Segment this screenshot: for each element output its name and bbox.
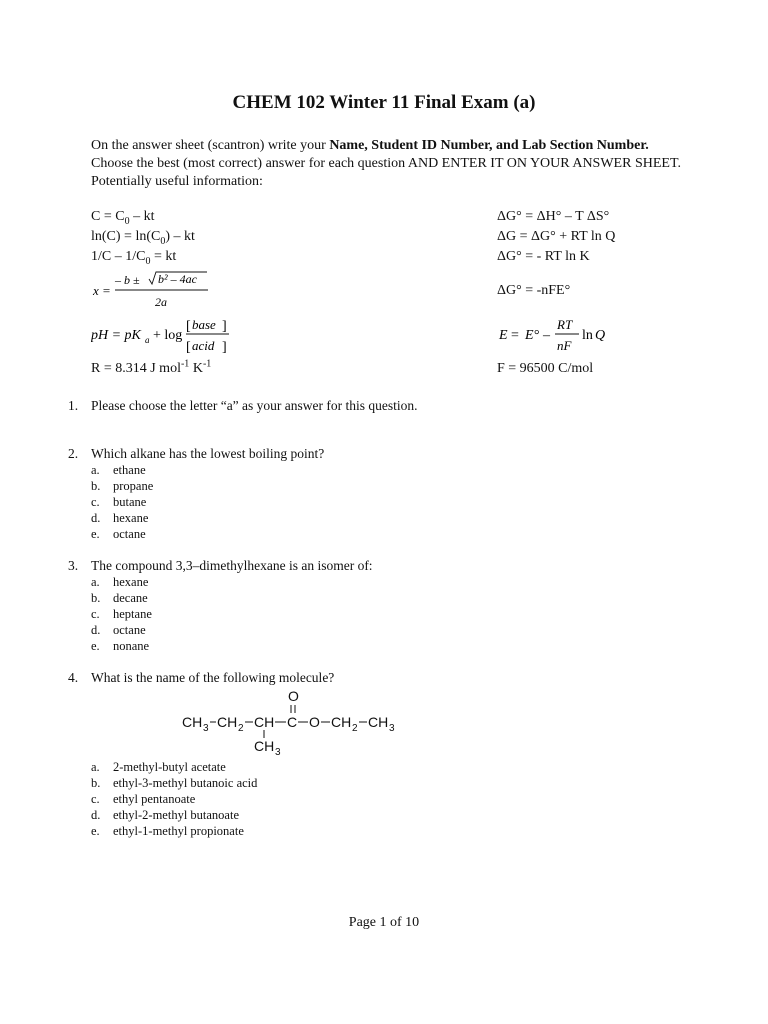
nernst-equation-graphic (497, 316, 617, 356)
svg-text:=: = (511, 328, 519, 343)
svg-text:RT: RT (557, 317, 573, 332)
formula-zero-order: $C = C_0$ – kt (91, 209, 155, 227)
useful-info-label: Potentially useful information: (91, 174, 263, 189)
svg-text:– b ±: – b ± (115, 273, 140, 287)
formula-second-order: $1/C - 1/C_0$ = kt (91, 249, 177, 267)
svg-text:CH: CH (368, 714, 389, 730)
list-item: e. octane (91, 527, 146, 541)
list-item: a. ethane (91, 463, 146, 477)
question-4-options (91, 759, 257, 839)
svg-text:C: C (287, 714, 298, 730)
question-3-options (91, 574, 152, 654)
question-2-text: Which alkane has the lowest boiling point? (91, 446, 325, 461)
list-item: b. propane (91, 479, 154, 493)
molecule-structure (180, 687, 420, 762)
svg-text:3: 3 (203, 723, 209, 734)
question-1-number: 1. (68, 398, 79, 413)
question-3-number: 3. (68, 558, 79, 573)
list-item: b. decane (91, 591, 148, 605)
svg-text:3: 3 (389, 723, 395, 734)
ph-equation-graphic (91, 312, 241, 358)
svg-text:–: – (543, 328, 550, 343)
gibbs-reaction-quotient: ΔG = ΔG° + RT ln Q (497, 229, 616, 244)
gibbs-enthalpy: ΔG° = ΔH° – T ΔS° (497, 209, 610, 224)
quadratic-formula-graphic (91, 268, 231, 312)
page-title: CHEM 102 Winter 11 Final Exam (a) (232, 92, 536, 113)
list-item: c. heptane (91, 607, 152, 621)
intro-bold: Name, Student ID Number, and Lab Section Number. (329, 138, 649, 153)
svg-text:2: 2 (352, 723, 358, 734)
svg-text:x =: x = (93, 283, 111, 298)
svg-text:[: [ (186, 340, 191, 355)
svg-text:]: ] (222, 319, 227, 334)
svg-text:CH: CH (254, 714, 275, 730)
list-item: e. nonane (91, 639, 150, 653)
list-item: a. 2-methyl-butyl acetate (91, 760, 226, 774)
list-item: c. butane (91, 495, 147, 509)
svg-text:Q: Q (595, 328, 606, 343)
page-number: Page 1 of 10 (348, 915, 420, 930)
intro-text-2: Choose the best (most correct) answer for each question AND ENTER IT ON YOUR ANSWER SHEET. (91, 156, 681, 171)
svg-text:pH = pK: pH = pK (91, 328, 141, 343)
list-item: d. ethyl-2-methyl butanoate (91, 808, 240, 822)
svg-text:CH: CH (182, 714, 203, 730)
svg-text:[: [ (186, 319, 191, 334)
svg-text:CH: CH (217, 714, 238, 730)
svg-text:2: 2 (238, 723, 244, 734)
svg-text:O: O (309, 714, 320, 730)
svg-text:ln: ln (582, 328, 593, 343)
question-2-options (91, 462, 153, 542)
formula-first-order: $\ln(C) = \ln(C_0)$ – kt (91, 229, 195, 247)
gibbs-equilibrium: ΔG° = - RT ln K (497, 249, 590, 264)
molecule-structure-graphic (180, 687, 420, 757)
list-item: d. octane (91, 623, 146, 637)
intro-text-1: On the answer sheet (scantron) write your (91, 138, 330, 153)
question-1-text: Please choose the letter “a” as your answer for this question. (91, 398, 418, 413)
nernst-equation (497, 316, 617, 361)
faraday-constant: F = 96500 C/mol (497, 361, 594, 376)
instructions (91, 137, 681, 191)
svg-text:E: E (499, 328, 508, 343)
svg-text:E°: E° (525, 328, 540, 343)
svg-text:base: base (192, 317, 216, 332)
list-item: b. ethyl-3-methyl butanoic acid (91, 776, 258, 790)
quadratic-formula (91, 268, 231, 317)
svg-text:CH: CH (254, 738, 275, 754)
svg-text:CH: CH (331, 714, 352, 730)
question-2-number: 2. (68, 446, 79, 461)
svg-text:nF: nF (557, 338, 572, 353)
list-item: d. hexane (91, 511, 149, 525)
list-item: a. hexane (91, 575, 149, 589)
svg-text:acid: acid (192, 338, 215, 353)
gibbs-cell-potential: ΔG° = -nFE° (497, 283, 571, 298)
ph-equation (91, 312, 241, 363)
list-item: c. ethyl pentanoate (91, 792, 196, 806)
svg-text:2a: 2a (155, 295, 167, 309)
svg-text:3: 3 (275, 747, 281, 757)
question-4-number: 4. (68, 670, 79, 685)
svg-text:+ log: + log (153, 328, 183, 343)
question-4-text: What is the name of the following molecule? (91, 670, 335, 685)
gas-constant: R = 8.314 J mol$^{-1}$ $K^{-1}$ (91, 358, 212, 376)
list-item: e. ethyl-1-methyl propionate (91, 824, 244, 838)
svg-text:O: O (288, 688, 299, 704)
svg-text:b² – 4ac: b² – 4ac (158, 272, 197, 286)
svg-text:a: a (145, 335, 150, 345)
question-3-text: The compound 3,3–dimethylhexane is an isomer of: (91, 558, 373, 573)
svg-text:]: ] (222, 340, 227, 355)
